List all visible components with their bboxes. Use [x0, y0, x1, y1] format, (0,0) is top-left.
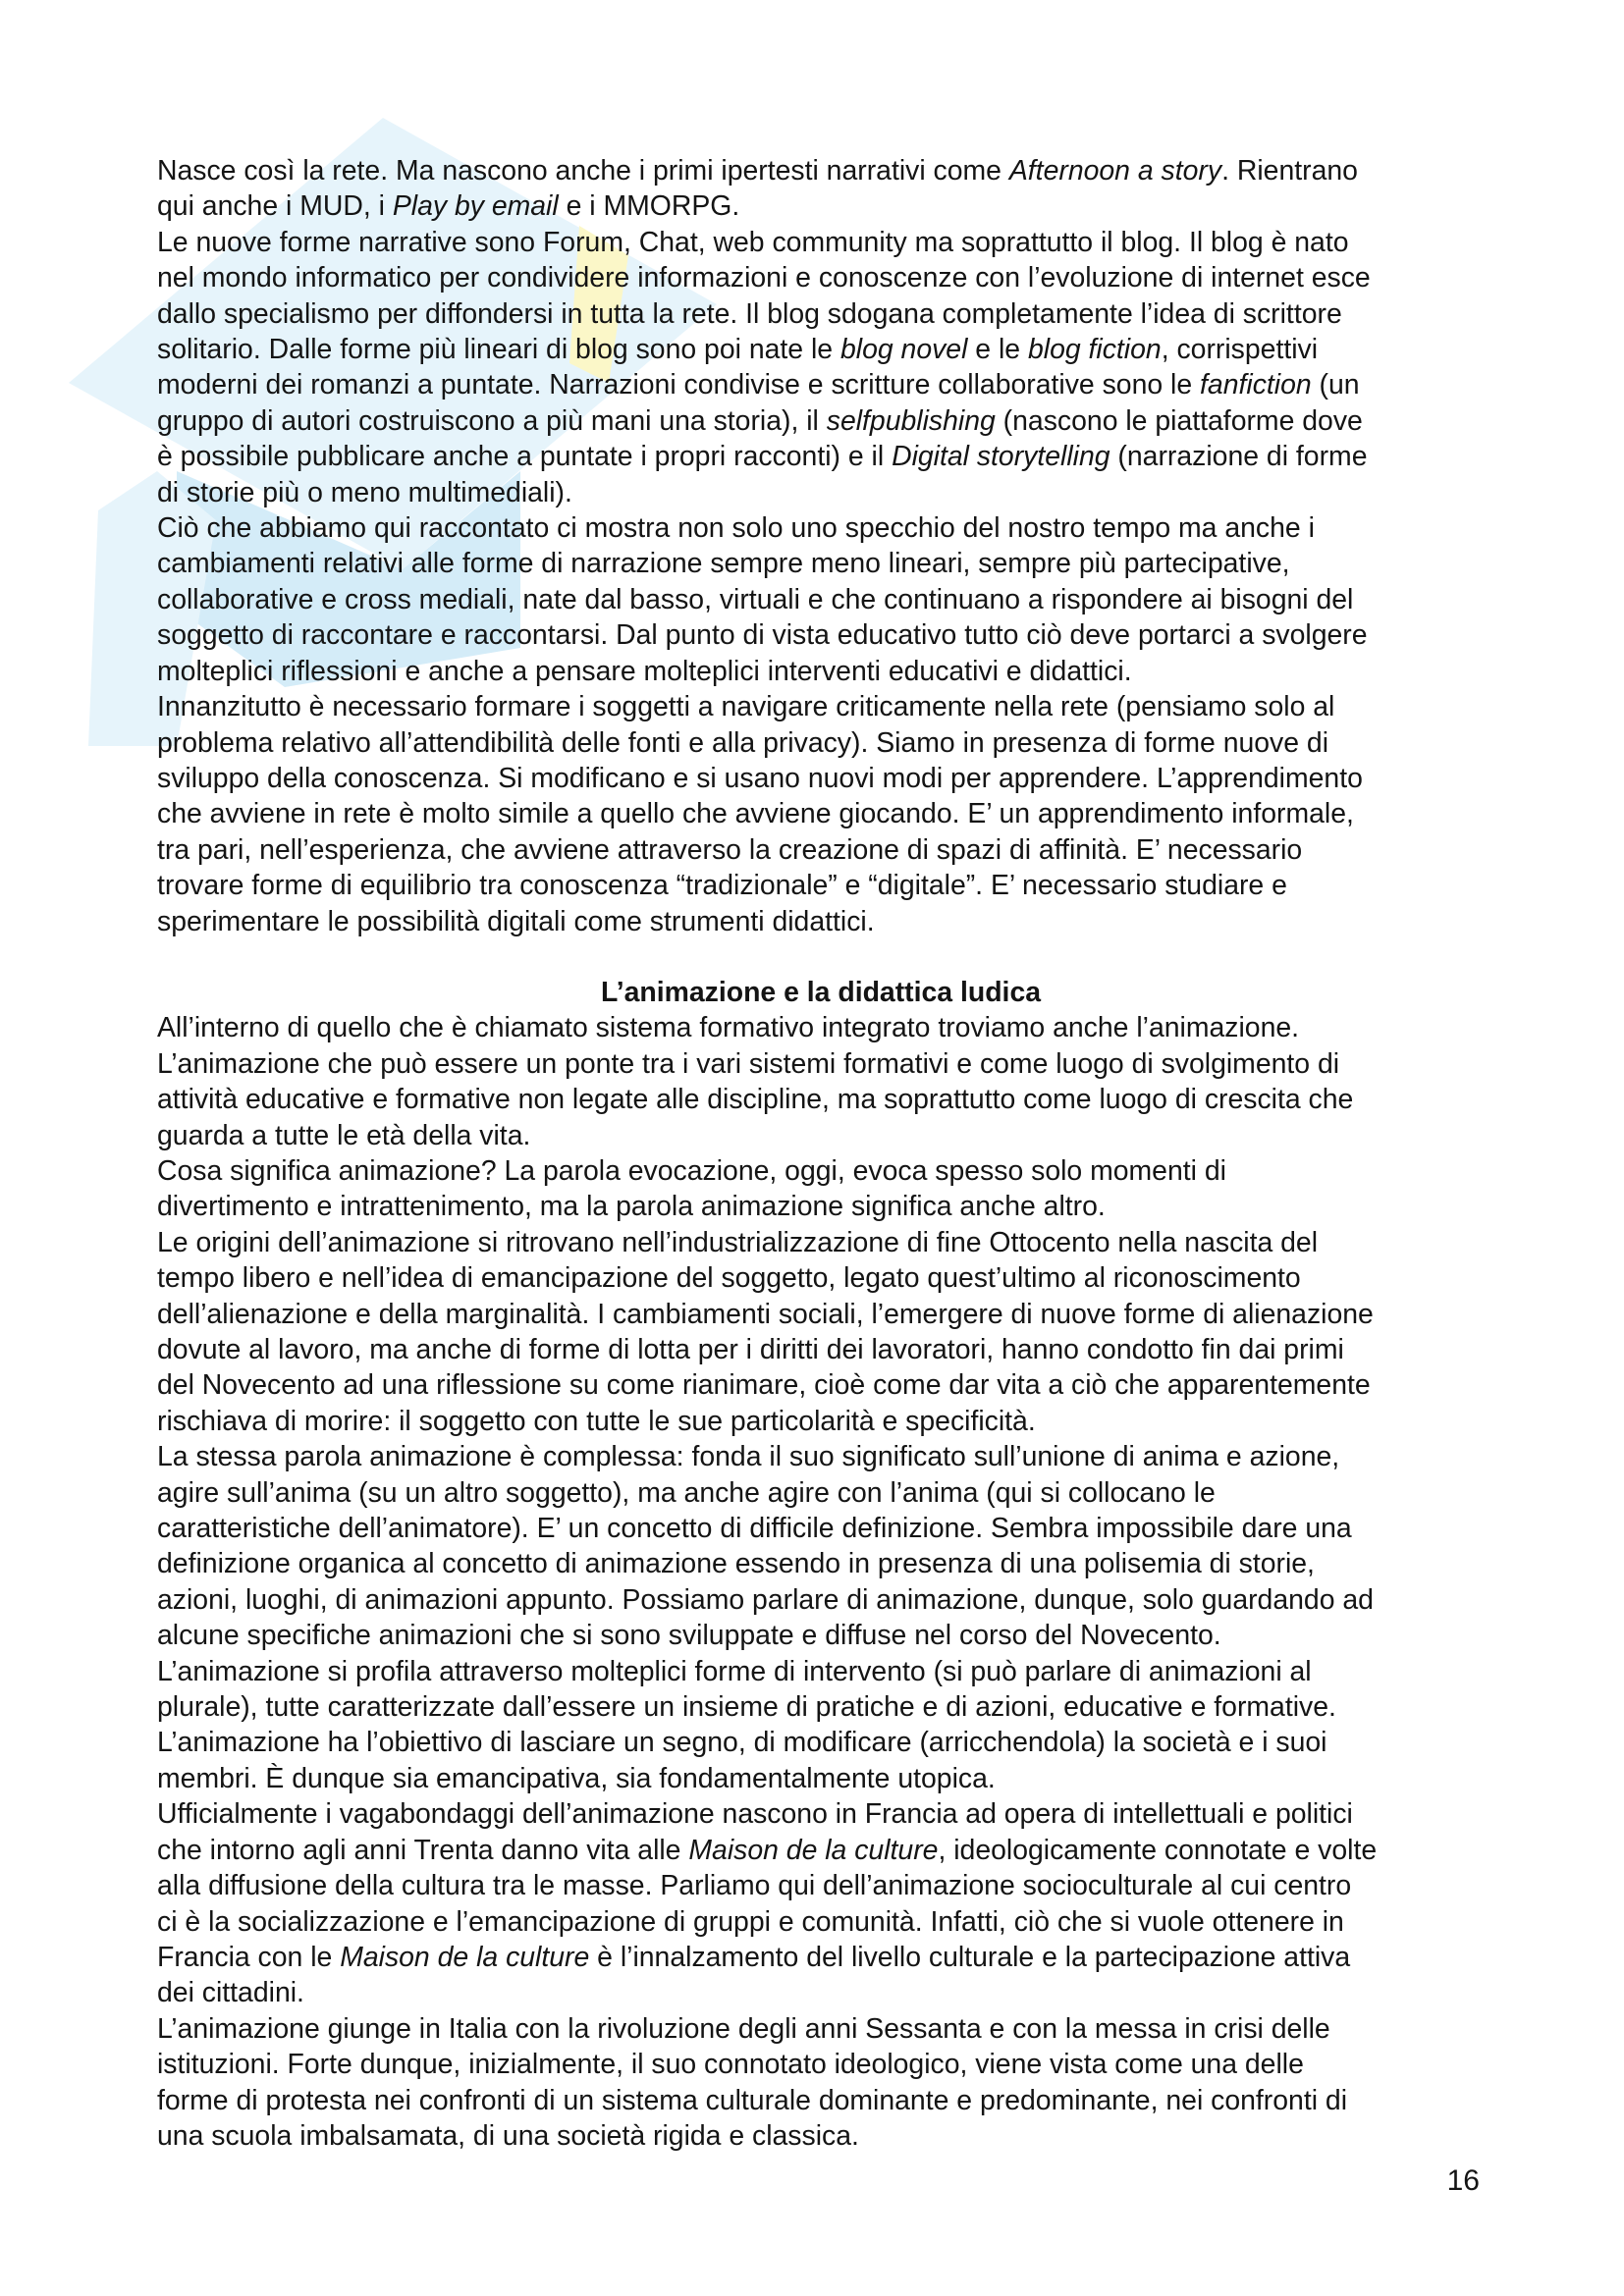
text-run: istituzioni. Forte dunque, inizialmente, il suo connotato ideologico, viene vista come una delle: [157, 2049, 1304, 2081]
italic-term: Maison de la culture: [340, 1941, 590, 1973]
body-paragraph: [157, 1010, 1485, 2154]
text-run: agire sull’anima (su un altro soggetto), ma anche agire con l’anima (qui si collocano le: [157, 1476, 1216, 1509]
text-line: [157, 439, 1485, 474]
text-run: attività educative e formative non legate alle discipline, ma soprattutto come luogo di crescita che: [157, 1084, 1354, 1116]
text-run: L’animazione che può essere un ponte tra i vari sistemi formativi e come luogo di svolgimento di: [157, 1047, 1340, 1080]
text-line: [157, 582, 1485, 617]
text-run: gruppo di autori costruiscono a più mani una storia), il: [157, 404, 827, 437]
body-paragraph: [157, 153, 1485, 939]
text-run: del Novecento ad una riflessione su come rianimare, cioè come dar vita a ciò che apparentemente: [157, 1369, 1371, 1402]
text-run: Le origini dell’animazione si ritrovano nell’industrializzazione di fine Ottocento nella nascita del: [157, 1226, 1319, 1258]
text-line: [157, 1332, 1485, 1367]
text-line: [157, 1046, 1485, 1082]
text-run: cambiamenti relativi alle forme di narrazione sempre meno lineari, sempre più partecipative,: [157, 548, 1290, 580]
text-run: All’interno di quello che è chiamato sistema formativo integrato troviamo anche l’animazione.: [157, 1012, 1300, 1044]
text-run: è l’innalzamento del livello culturale e la partecipazione attiva: [589, 1941, 1351, 1973]
text-run: L’animazione giunge in Italia con la rivoluzione degli anni Sessanta e con la messa in crisi delle: [157, 2012, 1330, 2045]
text-run: solitario. Dalle forme più lineari di blog sono poi nate le: [157, 334, 840, 366]
text-line: [157, 153, 1485, 188]
text-line: [157, 1404, 1485, 1439]
italic-term: Afternoon a story: [1008, 155, 1222, 187]
text-line: [157, 725, 1485, 761]
text-run: alla diffusione della cultura tra le masse. Parliamo qui dell’animazione socioculturale al cui centro: [157, 1870, 1352, 1902]
text-run: tra pari, nell’esperienza, che avviene attraverso la creazione di spazi di affinità. E’ necessario: [157, 833, 1303, 866]
text-line: [157, 1475, 1485, 1511]
text-run: , ideologicamente connotate e volte: [938, 1834, 1378, 1866]
text-line: [157, 1118, 1485, 1153]
text-line: [157, 904, 1485, 939]
text-line: [157, 1260, 1485, 1296]
text-line: [157, 260, 1485, 295]
text-line: [157, 1868, 1485, 1903]
text-run: molteplici riflessioni e anche a pensare molteplici interventi educativi e didattici.: [157, 655, 1132, 687]
text-line: [157, 2118, 1485, 2154]
text-run: Ciò che abbiamo qui raccontato ci mostra non solo uno specchio del nostro tempo ma anche i: [157, 512, 1315, 545]
text-line: [157, 332, 1485, 367]
text-line: [157, 1654, 1485, 1689]
text-line: [157, 2083, 1485, 2118]
document-page: [157, 153, 1485, 2154]
italic-term: fanfiction: [1200, 369, 1312, 401]
text-run: membri. È dunque sia emancipativa, sia fondamentalmente utopica.: [157, 1762, 996, 1794]
text-line: [157, 1689, 1485, 1725]
italic-term: Play by email: [392, 190, 559, 223]
text-run: una scuola imbalsamata, di una società rigida e classica.: [157, 2119, 859, 2152]
text-line: [157, 403, 1485, 439]
text-run: è possibile pubblicare anche a puntate i propri racconti) e il: [157, 441, 893, 473]
text-run: , corrispettivi: [1161, 334, 1319, 366]
text-line: [157, 1367, 1485, 1403]
text-run: Ufficialmente i vagabondaggi dell’animazione nascono in Francia ad opera di intellettuali e politici: [157, 1798, 1353, 1831]
text-line: [157, 1940, 1485, 1975]
text-line: [157, 1082, 1485, 1117]
text-line: [157, 1439, 1485, 1474]
text-run: (un: [1311, 369, 1360, 401]
text-line: [157, 617, 1485, 653]
text-run: guarda a tutte le età della vita.: [157, 1119, 531, 1151]
text-line: [157, 1725, 1485, 1760]
text-run: Nasce così la rete. Ma nascono anche i primi ipertesti narrativi come: [157, 155, 1009, 187]
text-line: [157, 1904, 1485, 1940]
text-run: sviluppo della conoscenza. Si modificano e si usano nuovi modi per apprendere. L’apprendimento: [157, 762, 1363, 794]
text-run: Innanzitutto è necessario formare i soggetti a navigare criticamente nella rete (pensiamo solo al: [157, 691, 1335, 723]
text-line: [157, 296, 1485, 332]
text-run: La stessa parola animazione è complessa: fonda il suo significato sull’unione di anima e azione,: [157, 1441, 1340, 1473]
text-run: dell’alienazione e della marginalità. I cambiamenti sociali, l’emergere di nuove forme di alienazione: [157, 1298, 1374, 1330]
text-run: qui anche i MUD, i: [157, 190, 393, 223]
text-line: [157, 510, 1485, 546]
text-line: [157, 2011, 1485, 2047]
text-line: [157, 1297, 1485, 1332]
text-run: (narrazione di forme: [1110, 441, 1368, 473]
text-run: dallo specialismo per diffondersi in tutta la rete. Il blog sdogana completamente l’idea di scrittore: [157, 297, 1342, 330]
text-run: che intorno agli anni Trenta danno vita alle: [157, 1834, 689, 1866]
text-line: [157, 475, 1485, 510]
text-line: [157, 1511, 1485, 1546]
text-line: [157, 1618, 1485, 1653]
text-line: [157, 689, 1485, 724]
text-run: L’animazione ha l’obiettivo di lasciare un segno, di modificare (arricchendola) la società e i suoi: [157, 1727, 1327, 1759]
text-run: divertimento e intrattenimento, ma la parola animazione significa anche altro.: [157, 1191, 1106, 1223]
text-run: Cosa significa animazione? La parola evocazione, oggi, evoca spesso solo momenti di: [157, 1154, 1226, 1187]
text-run: sperimentare le possibilità digitali come strumenti didattici.: [157, 905, 875, 937]
text-line: [157, 1582, 1485, 1618]
text-line: [157, 1796, 1485, 1832]
text-run: collaborative e cross mediali, nate dal basso, virtuali e che continuano a rispondere ai bisogni del: [157, 583, 1354, 615]
text-line: [157, 2047, 1485, 2082]
text-line: [157, 761, 1485, 796]
text-line: [157, 868, 1485, 903]
text-run: dei cittadini.: [157, 1977, 304, 2009]
page-number: 16: [1446, 2164, 1480, 2197]
text-line: [157, 1225, 1485, 1260]
text-run: ci è la socializzazione e l’emancipazione di gruppi e comunità. Infatti, ciò che si vuole ottenere in: [157, 1905, 1344, 1938]
text-run: e le: [967, 334, 1028, 366]
italic-term: Maison de la culture: [688, 1834, 939, 1866]
text-run: di storie più o meno multimediali).: [157, 476, 572, 508]
text-line: [157, 188, 1485, 224]
text-run: . Rientrano: [1221, 155, 1358, 187]
text-run: azioni, luoghi, di animazioni appunto. Possiamo parlare di animazione, dunque, solo guardando ad: [157, 1583, 1374, 1616]
italic-term: selfpublishing: [826, 404, 996, 437]
section-heading: L’animazione e la didattica ludica: [600, 976, 1042, 1008]
text-line: [157, 796, 1485, 831]
text-run: problema relativo all’attendibilità delle fonti e alla privacy). Siamo in presenza di forme nuove di: [157, 726, 1329, 759]
text-run: caratteristiche dell’animatore). E’ un concetto di difficile definizione. Sembra impossibile dare una: [157, 1513, 1352, 1545]
text-line: [157, 1546, 1485, 1581]
text-run: che avviene in rete è molto simile a quello che avviene giocando. E’ un apprendimento informale,: [157, 798, 1354, 830]
text-line: [157, 1833, 1485, 1868]
text-line: [157, 654, 1485, 689]
text-line: [157, 832, 1485, 868]
text-line: [157, 225, 1485, 260]
text-run: definizione organica al concetto di animazione essendo in presenza di una polisemia di storie,: [157, 1548, 1315, 1580]
text-line: [157, 367, 1485, 402]
text-run: Francia con le: [157, 1941, 341, 1973]
text-line: [157, 546, 1485, 581]
text-run: plurale), tutte caratterizzate dall’essere un insieme di pratiche e di azioni, educative e formative.: [157, 1691, 1336, 1724]
text-run: soggetto di raccontare e raccontarsi. Dal punto di vista educativo tutto ciò deve portarci a svolgere: [157, 619, 1368, 652]
italic-term: blog fiction: [1027, 334, 1162, 366]
italic-term: Digital storytelling: [892, 441, 1110, 473]
text-run: Le nuove forme narrative sono Forum, Chat, web community ma soprattutto il blog. Il blog è nato: [157, 226, 1349, 258]
text-line: [157, 1761, 1485, 1796]
text-run: nel mondo informatico per condividere informazioni e conoscenze con l’evoluzione di internet esce: [157, 262, 1371, 294]
text-line: [157, 1189, 1485, 1224]
text-run: moderni dei romanzi a puntate. Narrazioni condivise e scritture collaborative sono le: [157, 369, 1201, 401]
text-line: [157, 1975, 1485, 2010]
italic-term: blog novel: [839, 334, 968, 366]
text-line: [157, 1153, 1485, 1189]
text-run: alcune specifiche animazioni che si sono sviluppate e diffuse nel corso del Novecento.: [157, 1620, 1221, 1652]
text-run: e i MMORPG.: [558, 190, 740, 223]
text-run: trovare forme di equilibrio tra conoscenza “tradizionale” e “digitale”. E’ necessario studiare e: [157, 870, 1287, 902]
text-line: [157, 1010, 1485, 1045]
text-run: rischiava di morire: il soggetto con tutte le sue particolarità e specificità.: [157, 1405, 1036, 1437]
text-run: (nascono le piattaforme dove: [995, 404, 1363, 437]
text-run: dovute al lavoro, ma anche di forme di lotta per i diritti dei lavoratori, hanno condotto fin dai primi: [157, 1334, 1344, 1365]
text-run: L’animazione si profila attraverso molteplici forme di intervento (si può parlare di animazioni al: [157, 1655, 1312, 1687]
text-run: forme di protesta nei confronti di un sistema culturale dominante e predominante, nei confronti di: [157, 2084, 1348, 2116]
text-run: tempo libero e nell’idea di emancipazione del soggetto, legato quest’ultimo al riconoscimento: [157, 1262, 1301, 1295]
